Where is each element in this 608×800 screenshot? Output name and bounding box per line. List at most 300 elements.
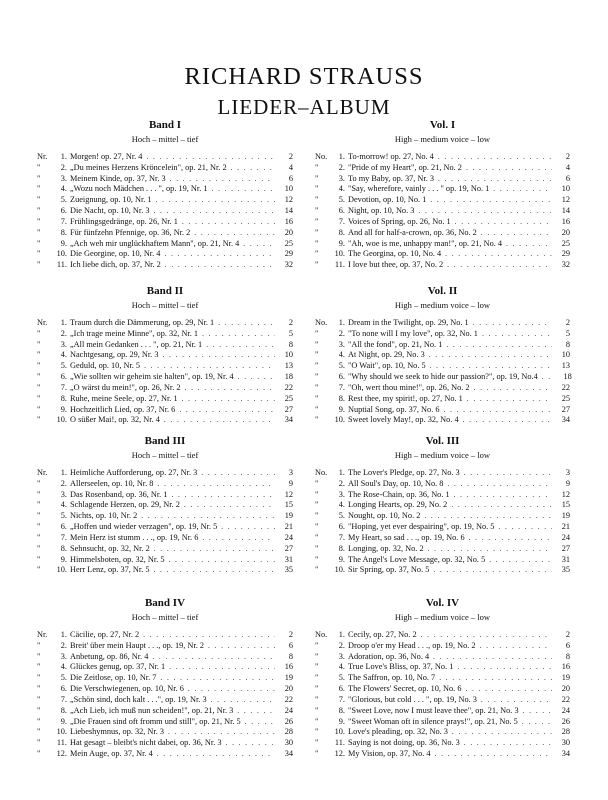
- item-number: 10.: [334, 727, 345, 737]
- list-item: [37, 555, 293, 566]
- list-item: [315, 468, 570, 479]
- list-item: [37, 533, 293, 544]
- dot-leader: [478, 329, 552, 340]
- dot-leader: [160, 249, 275, 260]
- item-number: 8.: [338, 227, 345, 237]
- song-title: The Georgina, op. 10, No. 4: [348, 249, 442, 259]
- dot-leader: [519, 706, 552, 717]
- dot-leader: [502, 239, 552, 250]
- list-item: [315, 555, 570, 566]
- item-prefix: ": [315, 372, 319, 382]
- song-list: [37, 630, 293, 760]
- item-prefix: ": [37, 684, 41, 694]
- item-number: 7.: [60, 216, 67, 226]
- song-title: The Rose-Chain, op. 36, No. 1: [348, 489, 450, 499]
- song-title: „Wie sollten wir geheim sie halten", op. 19, Nr. 4: [70, 372, 234, 382]
- item-prefix: ": [315, 382, 319, 392]
- item-prefix: ": [315, 404, 319, 414]
- item-number: 4.: [338, 662, 345, 672]
- page-number: 31: [284, 554, 293, 564]
- item-prefix: ": [37, 532, 41, 542]
- list-item: [37, 361, 293, 372]
- song-title: Ich liebe dich, op. 37, Nr. 2: [70, 260, 161, 270]
- song-title: All Soul's Day, op. 10, No. 8: [348, 478, 444, 488]
- item-prefix: ": [37, 727, 41, 737]
- item-number: 9.: [60, 238, 67, 248]
- list-item: [315, 544, 570, 555]
- page-number: 27: [284, 404, 293, 414]
- voice-range: Hoch – mittel – tief: [131, 134, 199, 144]
- item-prefix: ": [315, 500, 319, 510]
- dot-leader: [214, 318, 275, 329]
- item-prefix: ": [37, 500, 41, 510]
- item-number: 2.: [338, 162, 345, 172]
- item-number: 4.: [60, 184, 67, 194]
- list-item: [315, 727, 570, 738]
- item-number: 10.: [56, 249, 67, 259]
- dot-leader: [204, 641, 275, 652]
- list-item: [37, 662, 293, 673]
- list-item: [37, 350, 293, 361]
- dot-leader: [434, 152, 552, 163]
- list-item: [315, 217, 570, 228]
- item-number: 6.: [60, 206, 67, 216]
- page-number: 21: [284, 522, 293, 532]
- item-prefix: ": [315, 662, 319, 672]
- song-title: The Flowers' Secret, op. 10, No. 6: [348, 684, 462, 694]
- list-item: [315, 340, 570, 351]
- item-number: 9.: [338, 404, 345, 414]
- item-prefix: ": [37, 694, 41, 704]
- song-list: [315, 630, 570, 760]
- dot-leader: [150, 544, 275, 555]
- song-title: "Sweet Woman oft in silence prays!", op. 21, No. 5: [348, 716, 518, 726]
- list-item: [37, 684, 293, 695]
- item-number: 1.: [60, 152, 67, 161]
- item-number: 5.: [60, 361, 67, 371]
- list-item: [37, 174, 293, 185]
- dot-leader: [184, 684, 275, 695]
- item-number: 3.: [60, 489, 67, 499]
- page-number: 24: [284, 532, 293, 542]
- dot-leader: [451, 217, 552, 228]
- item-number: 5.: [60, 511, 67, 521]
- song-title: "Hoping, yet ever despairing", op. 19, No. 5: [348, 522, 495, 532]
- item-number: 3.: [60, 173, 67, 183]
- page-number: 25: [284, 238, 293, 248]
- dot-leader: [425, 350, 552, 361]
- item-prefix: ": [315, 522, 319, 532]
- page-number: 28: [284, 727, 293, 737]
- page-number: 12: [561, 489, 570, 499]
- list-item: [315, 394, 570, 405]
- dot-leader: [450, 490, 552, 501]
- list-item: [315, 184, 570, 195]
- item-number: 2.: [338, 478, 345, 488]
- item-number: 2.: [60, 640, 67, 650]
- dot-leader: [431, 749, 552, 760]
- dot-leader: [175, 405, 275, 416]
- dot-leader: [443, 260, 552, 271]
- section-title: Band II: [146, 285, 184, 297]
- dot-leader: [465, 533, 552, 544]
- song-title: The Angel's Love Message, op. 32, No. 5: [348, 554, 486, 564]
- list-item: [315, 684, 570, 695]
- item-prefix: ": [37, 415, 41, 425]
- page-number: 20: [284, 684, 293, 694]
- item-number: 9.: [60, 404, 67, 414]
- page-number: 27: [284, 543, 293, 553]
- item-prefix: ": [37, 522, 41, 532]
- page-number: 27: [561, 404, 570, 414]
- song-title: "O Wait", op. 10, No. 5: [348, 361, 426, 371]
- song-title: „Ach weh mir unglückhaftem Mann", op. 21, Nr. 4: [70, 238, 240, 248]
- dot-leader: [148, 652, 275, 663]
- dot-leader: [420, 511, 552, 522]
- song-title: "All the fond", op. 21, No. 1: [348, 339, 443, 349]
- item-prefix: ": [37, 662, 41, 672]
- song-title: O süßer Mai!, op. 32, Nr. 4: [70, 415, 160, 425]
- song-title: And all for half-a-crown, op. 36, No. 2: [348, 227, 477, 237]
- page-number: 2: [288, 152, 293, 161]
- voice-range: High – medium voice – low: [394, 450, 491, 460]
- list-item: [315, 228, 570, 239]
- section-title: Band III: [144, 435, 186, 447]
- dot-leader: [453, 662, 552, 673]
- item-number: 11.: [334, 738, 345, 748]
- page-number: 19: [561, 511, 570, 521]
- item-prefix: ": [37, 361, 41, 371]
- item-number: 5.: [338, 673, 345, 683]
- page-number: 34: [284, 415, 293, 425]
- item-prefix: ": [315, 227, 319, 237]
- list-item: [315, 249, 570, 260]
- dot-leader: [208, 184, 275, 195]
- page-number: 22: [284, 694, 293, 704]
- list-item: [315, 490, 570, 501]
- page-number: 35: [561, 565, 570, 575]
- dot-leader: [178, 217, 275, 228]
- page-number: 16: [561, 662, 570, 672]
- item-number: 10.: [56, 727, 67, 737]
- item-number: 7.: [338, 382, 345, 392]
- dot-leader: [417, 630, 552, 641]
- list-item: [315, 706, 570, 717]
- page-number: 24: [561, 532, 570, 542]
- dot-leader: [460, 468, 552, 479]
- list-item: [37, 239, 293, 250]
- dot-leader: [424, 544, 552, 555]
- item-prefix: ": [315, 478, 319, 488]
- dot-leader: [485, 555, 552, 566]
- item-prefix: ": [315, 350, 319, 360]
- page-number: 5: [288, 328, 293, 338]
- dot-leader: [180, 500, 275, 511]
- list-item: [315, 749, 570, 760]
- page-number: 21: [561, 522, 570, 532]
- dot-leader: [197, 468, 275, 479]
- song-title: Dream in the Twilight, op. 29, No. 1: [348, 318, 469, 327]
- item-prefix: ": [315, 216, 319, 226]
- list-item: [315, 738, 570, 749]
- song-title: My Vision, op. 37, No. 4: [348, 748, 431, 758]
- item-number: 12.: [334, 748, 345, 758]
- list-item: [37, 511, 293, 522]
- song-title: Meinem Kinde, op. 37, Nr. 3: [70, 173, 166, 183]
- dot-leader: [167, 490, 275, 501]
- page-number: 6: [565, 640, 570, 650]
- list-item: [37, 228, 293, 239]
- song-title: Sir Spring, op. 37, No. 5: [348, 565, 430, 575]
- section-title: Vol. III: [425, 435, 460, 447]
- item-number: 8.: [338, 393, 345, 403]
- song-title: Das Rosenband, op. 36, Nr. 1: [70, 489, 168, 499]
- dot-leader: [217, 522, 275, 533]
- song-title: I love but thee, op. 37, No. 2: [348, 260, 444, 270]
- item-prefix: ": [315, 489, 319, 499]
- dot-leader: [165, 662, 275, 673]
- item-prefix: ": [315, 705, 319, 715]
- item-prefix: ": [315, 339, 319, 349]
- song-title: Nought, op. 10, No. 2: [348, 511, 421, 521]
- list-item: [315, 329, 570, 340]
- page-number: 3: [288, 468, 293, 477]
- dot-leader: [164, 727, 275, 738]
- list-item: [37, 673, 293, 684]
- item-number: 3.: [338, 489, 345, 499]
- song-list: [37, 468, 293, 576]
- item-number: 9.: [60, 554, 67, 564]
- song-title: Sehnsucht, op. 32, Nr. 2: [70, 543, 150, 553]
- page-number: 25: [561, 393, 570, 403]
- item-prefix: ": [315, 238, 319, 248]
- item-prefix: ": [315, 249, 319, 259]
- page-number: 2: [565, 152, 570, 161]
- list-item: [37, 152, 293, 163]
- page-number: 18: [563, 372, 572, 382]
- page-number: 25: [284, 393, 293, 403]
- item-prefix: ": [37, 651, 41, 661]
- item-prefix: ": [315, 511, 319, 521]
- list-item: [315, 260, 570, 271]
- page-number: 6: [565, 173, 570, 183]
- dot-leader: [142, 152, 275, 163]
- item-number: 8.: [60, 393, 67, 403]
- list-item: [315, 479, 570, 490]
- song-title: Schlagende Herzen, op. 29, Nr. 2: [70, 500, 180, 510]
- item-number: 7.: [338, 694, 345, 704]
- list-item: [315, 383, 570, 394]
- item-prefix: No.: [315, 152, 328, 161]
- section-title: Vol. II: [427, 285, 458, 297]
- song-list: [315, 318, 570, 426]
- dot-leader: [222, 738, 275, 749]
- section-title: Band I: [148, 119, 182, 131]
- dot-leader: [153, 749, 275, 760]
- item-number: 3.: [338, 173, 345, 183]
- item-number: 4.: [60, 350, 67, 360]
- song-title: "To none will I my love", op. 32, No. 1: [348, 328, 478, 338]
- list-item: [37, 749, 293, 760]
- song-title: „All mein Gedanken . . . ", op. 21, Nr. 1: [70, 339, 203, 349]
- song-title: Love's pleading, op. 32, No. 3: [348, 727, 448, 737]
- item-number: 1.: [338, 630, 345, 639]
- song-title: My Heart, so sad . . ., op. 19, No. 6: [348, 532, 465, 542]
- dot-leader: [538, 372, 554, 383]
- item-prefix: ": [37, 249, 41, 259]
- page-number: 19: [284, 511, 293, 521]
- page-number: 2: [565, 630, 570, 639]
- list-item: [315, 695, 570, 706]
- dot-leader: [476, 641, 552, 652]
- item-prefix: Nr.: [37, 468, 48, 477]
- song-title: Sweet lovely May!, op. 32, No. 4: [348, 415, 459, 425]
- dot-leader: [190, 228, 275, 239]
- dot-leader: [459, 415, 552, 426]
- page-number: 6: [288, 640, 293, 650]
- dot-leader: [158, 350, 275, 361]
- page-number: 12: [284, 195, 293, 205]
- item-number: 8.: [338, 543, 345, 553]
- dot-leader: [165, 555, 276, 566]
- dot-leader: [137, 511, 275, 522]
- item-prefix: No.: [315, 318, 328, 327]
- page-number: 14: [561, 206, 570, 216]
- dot-leader: [207, 695, 275, 706]
- list-item: [315, 405, 570, 416]
- item-number: 4.: [338, 500, 345, 510]
- item-number: 10.: [56, 415, 67, 425]
- list-item: [315, 717, 570, 728]
- item-prefix: ": [37, 339, 41, 349]
- song-title: "Ah, woe is me, unhappy man!", op. 21, No. 4: [348, 238, 503, 248]
- dot-leader: [241, 717, 275, 728]
- song-title: Longing, op. 32, No. 2: [348, 543, 424, 553]
- list-item: [37, 260, 293, 271]
- list-item: [37, 184, 293, 195]
- song-title: Zueignung, op. 10, Nr. 1: [70, 195, 152, 205]
- list-item: [37, 217, 293, 228]
- item-number: 6.: [60, 372, 67, 382]
- list-item: [37, 706, 293, 717]
- item-prefix: ": [37, 382, 41, 392]
- item-prefix: ": [37, 260, 41, 270]
- page-number: 2: [565, 318, 570, 327]
- dot-leader: [447, 500, 552, 511]
- page-number: 29: [561, 249, 570, 259]
- item-prefix: ": [315, 554, 319, 564]
- list-item: [37, 405, 293, 416]
- item-prefix: ": [37, 640, 41, 650]
- item-prefix: ": [37, 511, 41, 521]
- item-number: 6.: [338, 372, 345, 382]
- song-title: Hat gesagt – bleibt's nicht dabei, op. 36, Nr. 3: [70, 738, 222, 748]
- dot-leader: [198, 329, 275, 340]
- item-prefix: ": [37, 238, 41, 248]
- page-number: 34: [561, 415, 570, 425]
- item-prefix: No.: [315, 630, 328, 639]
- item-number: 1.: [60, 468, 67, 477]
- item-prefix: ": [37, 748, 41, 758]
- list-item: [315, 174, 570, 185]
- item-number: 7.: [60, 532, 67, 542]
- voice-range: High – medium voice – low: [394, 612, 491, 622]
- list-item: [315, 206, 570, 217]
- page-number: 2: [288, 318, 293, 327]
- dot-leader: [426, 361, 552, 372]
- item-number: 8.: [60, 227, 67, 237]
- song-title: „Du meines Herzens Kröncelein", op. 21, Nr. 2: [70, 162, 227, 172]
- item-prefix: ": [315, 195, 319, 205]
- item-number: 2.: [338, 328, 345, 338]
- song-title: Hochzeitlich Lied, op. 37, Nr. 6: [70, 404, 176, 414]
- song-title: The Lover's Pledge, op. 27, No. 3: [348, 468, 460, 477]
- item-number: 6.: [338, 206, 345, 216]
- song-title: „Wozu noch Mädchen . . . ", op. 19, Nr. 1: [70, 184, 208, 194]
- list-item: [37, 565, 293, 576]
- item-number: 2.: [60, 328, 67, 338]
- dot-leader: [443, 479, 552, 490]
- item-number: 5.: [338, 361, 345, 371]
- dot-leader: [181, 383, 275, 394]
- item-number: 4.: [338, 350, 345, 360]
- song-title: „Schön sind, doch kalt . . .", op. 19, Nr. 3: [70, 694, 207, 704]
- song-title: Nachtgesang, op. 29, Nr. 3: [70, 350, 159, 360]
- song-title: Ruhe, meine Seele, op. 27, Nr. 1: [70, 393, 178, 403]
- page-number: 2: [288, 630, 293, 639]
- item-prefix: ": [37, 554, 41, 564]
- page-number: 14: [284, 206, 293, 216]
- item-prefix: ": [37, 489, 41, 499]
- list-item: [315, 152, 570, 163]
- item-prefix: ": [315, 415, 319, 425]
- item-number: 3.: [338, 651, 345, 661]
- item-prefix: ": [37, 565, 41, 575]
- page-number: 13: [561, 361, 570, 371]
- list-item: [37, 468, 293, 479]
- item-prefix: ": [315, 173, 319, 183]
- item-prefix: ": [37, 543, 41, 553]
- item-number: 9.: [338, 716, 345, 726]
- dot-leader: [463, 394, 552, 405]
- item-number: 6.: [338, 684, 345, 694]
- dot-leader: [234, 372, 275, 383]
- dot-leader: [461, 684, 552, 695]
- page-number: 10: [284, 184, 293, 194]
- list-item: [315, 372, 570, 383]
- item-number: 11.: [56, 260, 67, 270]
- item-prefix: ": [37, 350, 41, 360]
- song-title: Nichts, op. 10, Nr. 2: [70, 511, 138, 521]
- page-number: 8: [288, 339, 293, 349]
- song-title: „Hoffen und wieder verzagen", op. 19, Nr. 5: [70, 522, 218, 532]
- item-number: 11.: [56, 738, 67, 748]
- dot-leader: [426, 195, 552, 206]
- list-item: [315, 673, 570, 684]
- list-item: [37, 163, 293, 174]
- dot-leader: [429, 652, 552, 663]
- song-title: Cäcilie, op. 27, Nr. 2: [70, 630, 140, 639]
- dot-leader: [429, 565, 552, 576]
- list-item: [37, 195, 293, 206]
- list-item: [315, 361, 570, 372]
- song-title: Geduld, op. 10, Nr. 5: [70, 361, 141, 371]
- song-title: The Saffron, op. 10, No. 7: [348, 673, 436, 683]
- song-title: Saying is not doing, op. 36, No. 3: [348, 738, 460, 748]
- item-number: 7.: [60, 382, 67, 392]
- item-number: 9.: [338, 554, 345, 564]
- dot-leader: [518, 717, 552, 728]
